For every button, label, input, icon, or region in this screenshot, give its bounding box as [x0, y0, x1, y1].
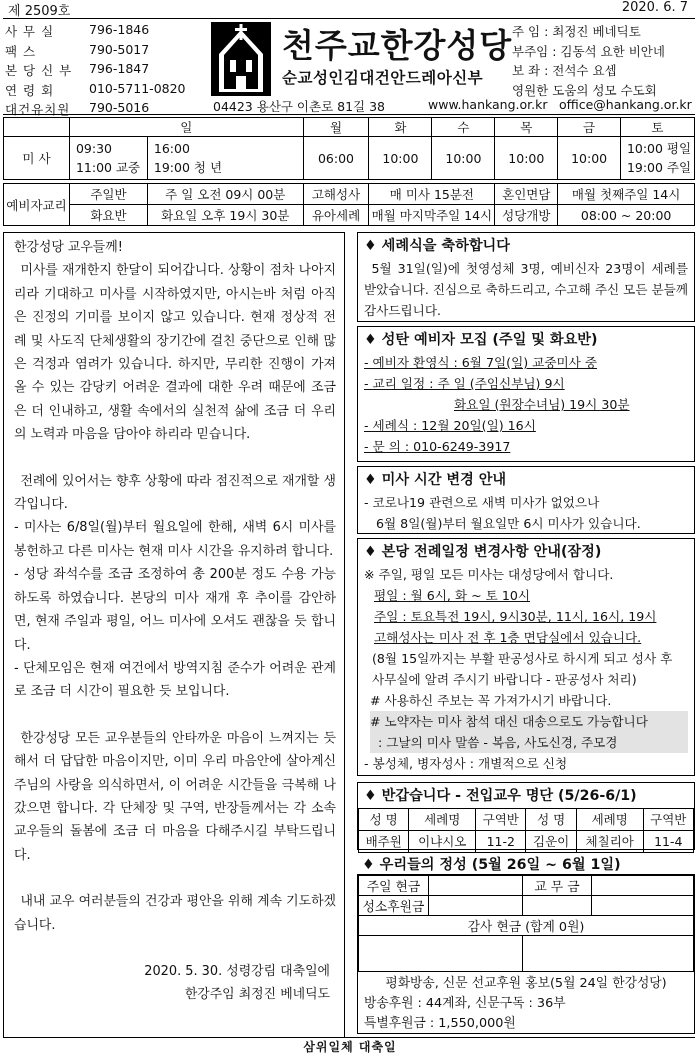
- liturgy-bulletin-note: # 사용하신 주보는 꼭 가져가시기 바랍니다.: [370, 693, 612, 708]
- feast-name: 삼위일체 대축일: [303, 1040, 397, 1054]
- letter-signature: 한강주임 최정진 베네딕도: [184, 987, 330, 1003]
- liturgy-line1: ※ 주일, 평일 모든 미사는 대성당에서 합니다.: [364, 567, 614, 582]
- day-thu: 목: [495, 118, 558, 137]
- education-label: 예비자교리: [4, 184, 70, 226]
- welcome-title: ♦ 반갑습니다 - 전입교우 명단 (5/26-6/1): [364, 788, 637, 804]
- liturgy-elderly-note: # 노약자는 미사 참석 대신 대송으로도 가능합니다: [370, 711, 688, 732]
- recruit-box: [357, 326, 695, 462]
- staff-pastor: 주 임 : 최정진 베네딕토: [512, 24, 641, 39]
- issue-number: 제 2509호: [8, 4, 71, 19]
- letter-item-1: - 미사는 6/8일(월)부터 월요일에 한해, 새벽 6시 미사를 봉헌하고 다른 미사는 현재 미사 시간을 유지하려 합니다.: [14, 520, 336, 559]
- contact-rectory: 본 당 신 부 796-1847: [5, 61, 150, 78]
- pastor-letter: [3, 232, 345, 1038]
- liturgy-confession: 고해성사는 미사 전 후 1층 면담실에서 있습니다.: [374, 630, 642, 645]
- contact-kindergarten: 대건유치원 790-5016: [5, 100, 150, 117]
- special-donation: 특별후원금 : 1,550,000원: [364, 1016, 516, 1031]
- publication-date: 2020. 6. 7: [621, 0, 688, 15]
- sunday-morning-times: 09:30 11:00 교중: [69, 137, 147, 180]
- day-fri: 금: [558, 118, 621, 137]
- mass-label: 미 사: [4, 137, 70, 180]
- sat-times: 10:00 평일 19:00 주일: [620, 137, 694, 180]
- baptism-body: 5월 31일(일)에 첫영성체 3명, 예비신자 23명이 세례를 받았습니다. 진심으로 축하드리고, 수고해 주신 모든 분들께 감사드립니다.: [364, 261, 688, 318]
- liturgy-readings-note: : 그날의 미사 말씀 - 복음, 사도신경, 주모경: [370, 732, 688, 753]
- mass-schedule-table: [3, 117, 695, 226]
- recruit-schedule: - 교리 일정 : 주 일 (주임신부님) 9시: [364, 376, 565, 391]
- liturgy-weekday: 평일 : 월 6시, 화 ~ 토 10시: [374, 588, 531, 603]
- church-open-label: 성당개방: [495, 205, 558, 226]
- offering-box: [357, 874, 695, 1034]
- thanks-offering-label: 감사 현금 (합계 0원): [359, 916, 694, 936]
- tuesday-class: 화요반: [69, 205, 147, 226]
- offering-table: [358, 875, 694, 972]
- liturgy-title: ♦ 본당 전례일정 변경사항 안내(잠정): [364, 544, 602, 560]
- church-logo-icon: [211, 22, 271, 96]
- contact-funeral: 연 령 회 010-5711-0820: [5, 80, 186, 98]
- confession-label: 고해성사: [303, 184, 369, 205]
- fri-time: 10:00: [558, 137, 621, 180]
- contact-office: 사 무 실 796-1846: [5, 22, 150, 39]
- mon-time: 06:00: [303, 137, 369, 180]
- baptism-title: ♦ 세례식을 축하합니다: [364, 238, 510, 254]
- liturgy-box: [357, 538, 695, 776]
- letter-date: 2020. 5. 30. 성령강림 대축일에: [144, 963, 330, 979]
- marriage-label: 혼인면담: [495, 184, 558, 205]
- mass-change-line1: - 코로나19 관련으로 새벽 미사가 없었으나: [364, 495, 600, 510]
- parish-subtitle: 순교성인김대건안드레아신부: [282, 69, 484, 87]
- recruit-baptism: - 세례식 : 12월 20일(일) 16시: [364, 418, 536, 433]
- liturgy-sick-note: - 봉성체, 병자성사 : 개별적으로 신청: [364, 756, 568, 771]
- header-bottom-rule: [3, 114, 695, 115]
- recruit-schedule-tue: 화요일 (원장수녀님) 19시 30분: [454, 397, 630, 412]
- mass-change-box: [357, 466, 695, 534]
- recruit-welcome: - 예비자 환영식 : 6월 7일(일) 교중미사 중: [364, 355, 597, 370]
- letter-item-2: - 성당 좌석수를 조금 조정하여 총 200분 정도 수용 가능하도록 하였습니다. 본당의 미사 재개 후 추이를 감안하면, 현재 주일과 평일, 어느 미사에 오셔도 괜찮을 듯 합니다.: [14, 567, 336, 653]
- website-link[interactable]: www.hankang.or.kr: [428, 97, 548, 112]
- parish-title: 천주교한강성당: [282, 26, 513, 65]
- day-sat: 토: [620, 118, 694, 137]
- sunday-class: 주일반: [69, 184, 147, 205]
- table-row: 배주원 이냐시오 11-2 김운이 체칠리아 11-4: [359, 831, 694, 853]
- vocation-label: 성소후원금: [359, 896, 429, 916]
- tue-time: 10:00: [369, 137, 432, 180]
- staff-assistant: 보 좌 : 전석수 요셉: [512, 63, 617, 78]
- wed-time: 10:00: [432, 137, 495, 180]
- liturgy-easter-note: (8월 15일까지는 부활 판공성사로 하시게 되고 성사 후 사무실에 알려 주시기 바랍니다 - 판공성사 처리): [372, 651, 673, 687]
- baptism-box: [357, 232, 695, 322]
- sunday-class-time: 주 일 오전 09시 00분: [147, 184, 303, 205]
- contact-fax: 팩 스 790-5017: [5, 41, 150, 59]
- day-mon: 월: [303, 118, 369, 137]
- letter-greeting: 한강성당 교우들께!: [14, 240, 123, 255]
- thu-time: 10:00: [495, 137, 558, 180]
- letter-para-4: 내내 교우 여러분들의 건강과 평안을 위해 계속 기도하겠습니다.: [14, 894, 336, 933]
- email-link[interactable]: office@hankang.or.kr: [559, 97, 692, 112]
- church-open-time: 08:00 ~ 20:00: [558, 205, 695, 226]
- confession-time: 매 미사 15분전: [369, 184, 495, 205]
- mass-change-title: ♦ 미사 시간 변경 안내: [364, 472, 507, 488]
- day-tue: 화: [369, 118, 432, 137]
- mass-change-line2: 6월 8일(월)부터 월요일만 6시 미사가 있습니다.: [376, 516, 641, 531]
- recruit-title: ♦ 성탄 예비자 모집 (주일 및 화요반): [364, 332, 598, 348]
- day-sun: 일: [69, 118, 303, 137]
- media-support-counts: 방송후원 : 44계좌, 신문구독 : 36부: [364, 996, 566, 1011]
- infant-baptism-label: 유아세례: [303, 205, 369, 226]
- recruit-contact: - 문 의 : 010-6249-3917: [364, 439, 511, 454]
- letter-para-1: 미사를 재개한지 한달이 되어갑니다. 상황이 점차 나아지리라 기대하고 미사를 시작하였지만, 아시는바 처럼 아직은 진정의 기미를 보이지 않고 있습니다. 현재 정상적 전례 및 사도직 단체생활의 장기간에 걸친 중단으로 인해 많은 걱정과 염려가 있습니다. 하지만, 무리한 진행이 가져올 수 있는 감당키 어려운 결과에 대한 우려 때문에 조금은 더 인내하고, 생활 속에서의 실천적 삶에 조금 더 우리의 노력과 마음을 담아야 하리라 믿습니다.: [14, 263, 336, 443]
- liturgy-sunday: 주일 : 토요특전 19시, 9시30분, 11시, 16시, 19시: [374, 609, 657, 624]
- letter-para-2: 전례에 있어서는 향후 상황에 따라 점진적으로 재개할 생각입니다.: [14, 473, 336, 513]
- welcome-table: 성 명 세례명 구역반 성 명 세례명 구역반 배주원 이냐시오 11-2 김운이 체칠리아 11-4: [358, 808, 694, 853]
- staff-associate: 부주임 : 김동석 요한 비안네: [512, 43, 665, 59]
- sunday-evening-times: 16:00 19:00 청 년: [147, 137, 303, 180]
- letter-item-3: - 단체모임은 현재 여건에서 방역지침 준수가 어려운 관계로 조금 더 시간이 필요한 듯 보입니다.: [14, 660, 336, 700]
- marriage-time: 매월 첫째주일 14시: [558, 184, 695, 205]
- offering-title: ♦ 우리들의 정성 (5월 26일 ~ 6월 1일): [362, 857, 621, 873]
- letter-para-3: 한강성당 모든 교우분들의 안타까운 마음이 느껴지는 듯 해서 더 답답한 마음이지만, 이미 우리 마음안에 살아계신 주님의 사랑을 의식하면서, 이 어려운 시간들을 극복해 나갔으면 합니다. 각 단체장 및 구역, 반장들께서는 각 소속 교우들의 돌봄에 조금 더 마음을 다해주시길 부탁드립니다.: [14, 730, 336, 863]
- media-support-title: 평화방송, 신문 선교후원 홍보(5월 24일 한강성당): [385, 976, 667, 991]
- infant-baptism-time: 매월 마지막주일 14시: [369, 205, 495, 226]
- staff-convent: 영원한 도움의 성모 수도회: [512, 82, 657, 98]
- header-top-rule: [3, 18, 695, 19]
- postal-address: 04423 용산구 이촌로 81길 38: [213, 99, 385, 114]
- day-wed: 수: [432, 118, 495, 137]
- welcome-box: [357, 782, 695, 850]
- tuesday-class-time: 화요일 오후 19시 30분: [147, 205, 303, 226]
- sunday-offering-label: 주일 현금: [359, 876, 429, 896]
- monthly-dues-label: 교 무 금: [522, 876, 592, 896]
